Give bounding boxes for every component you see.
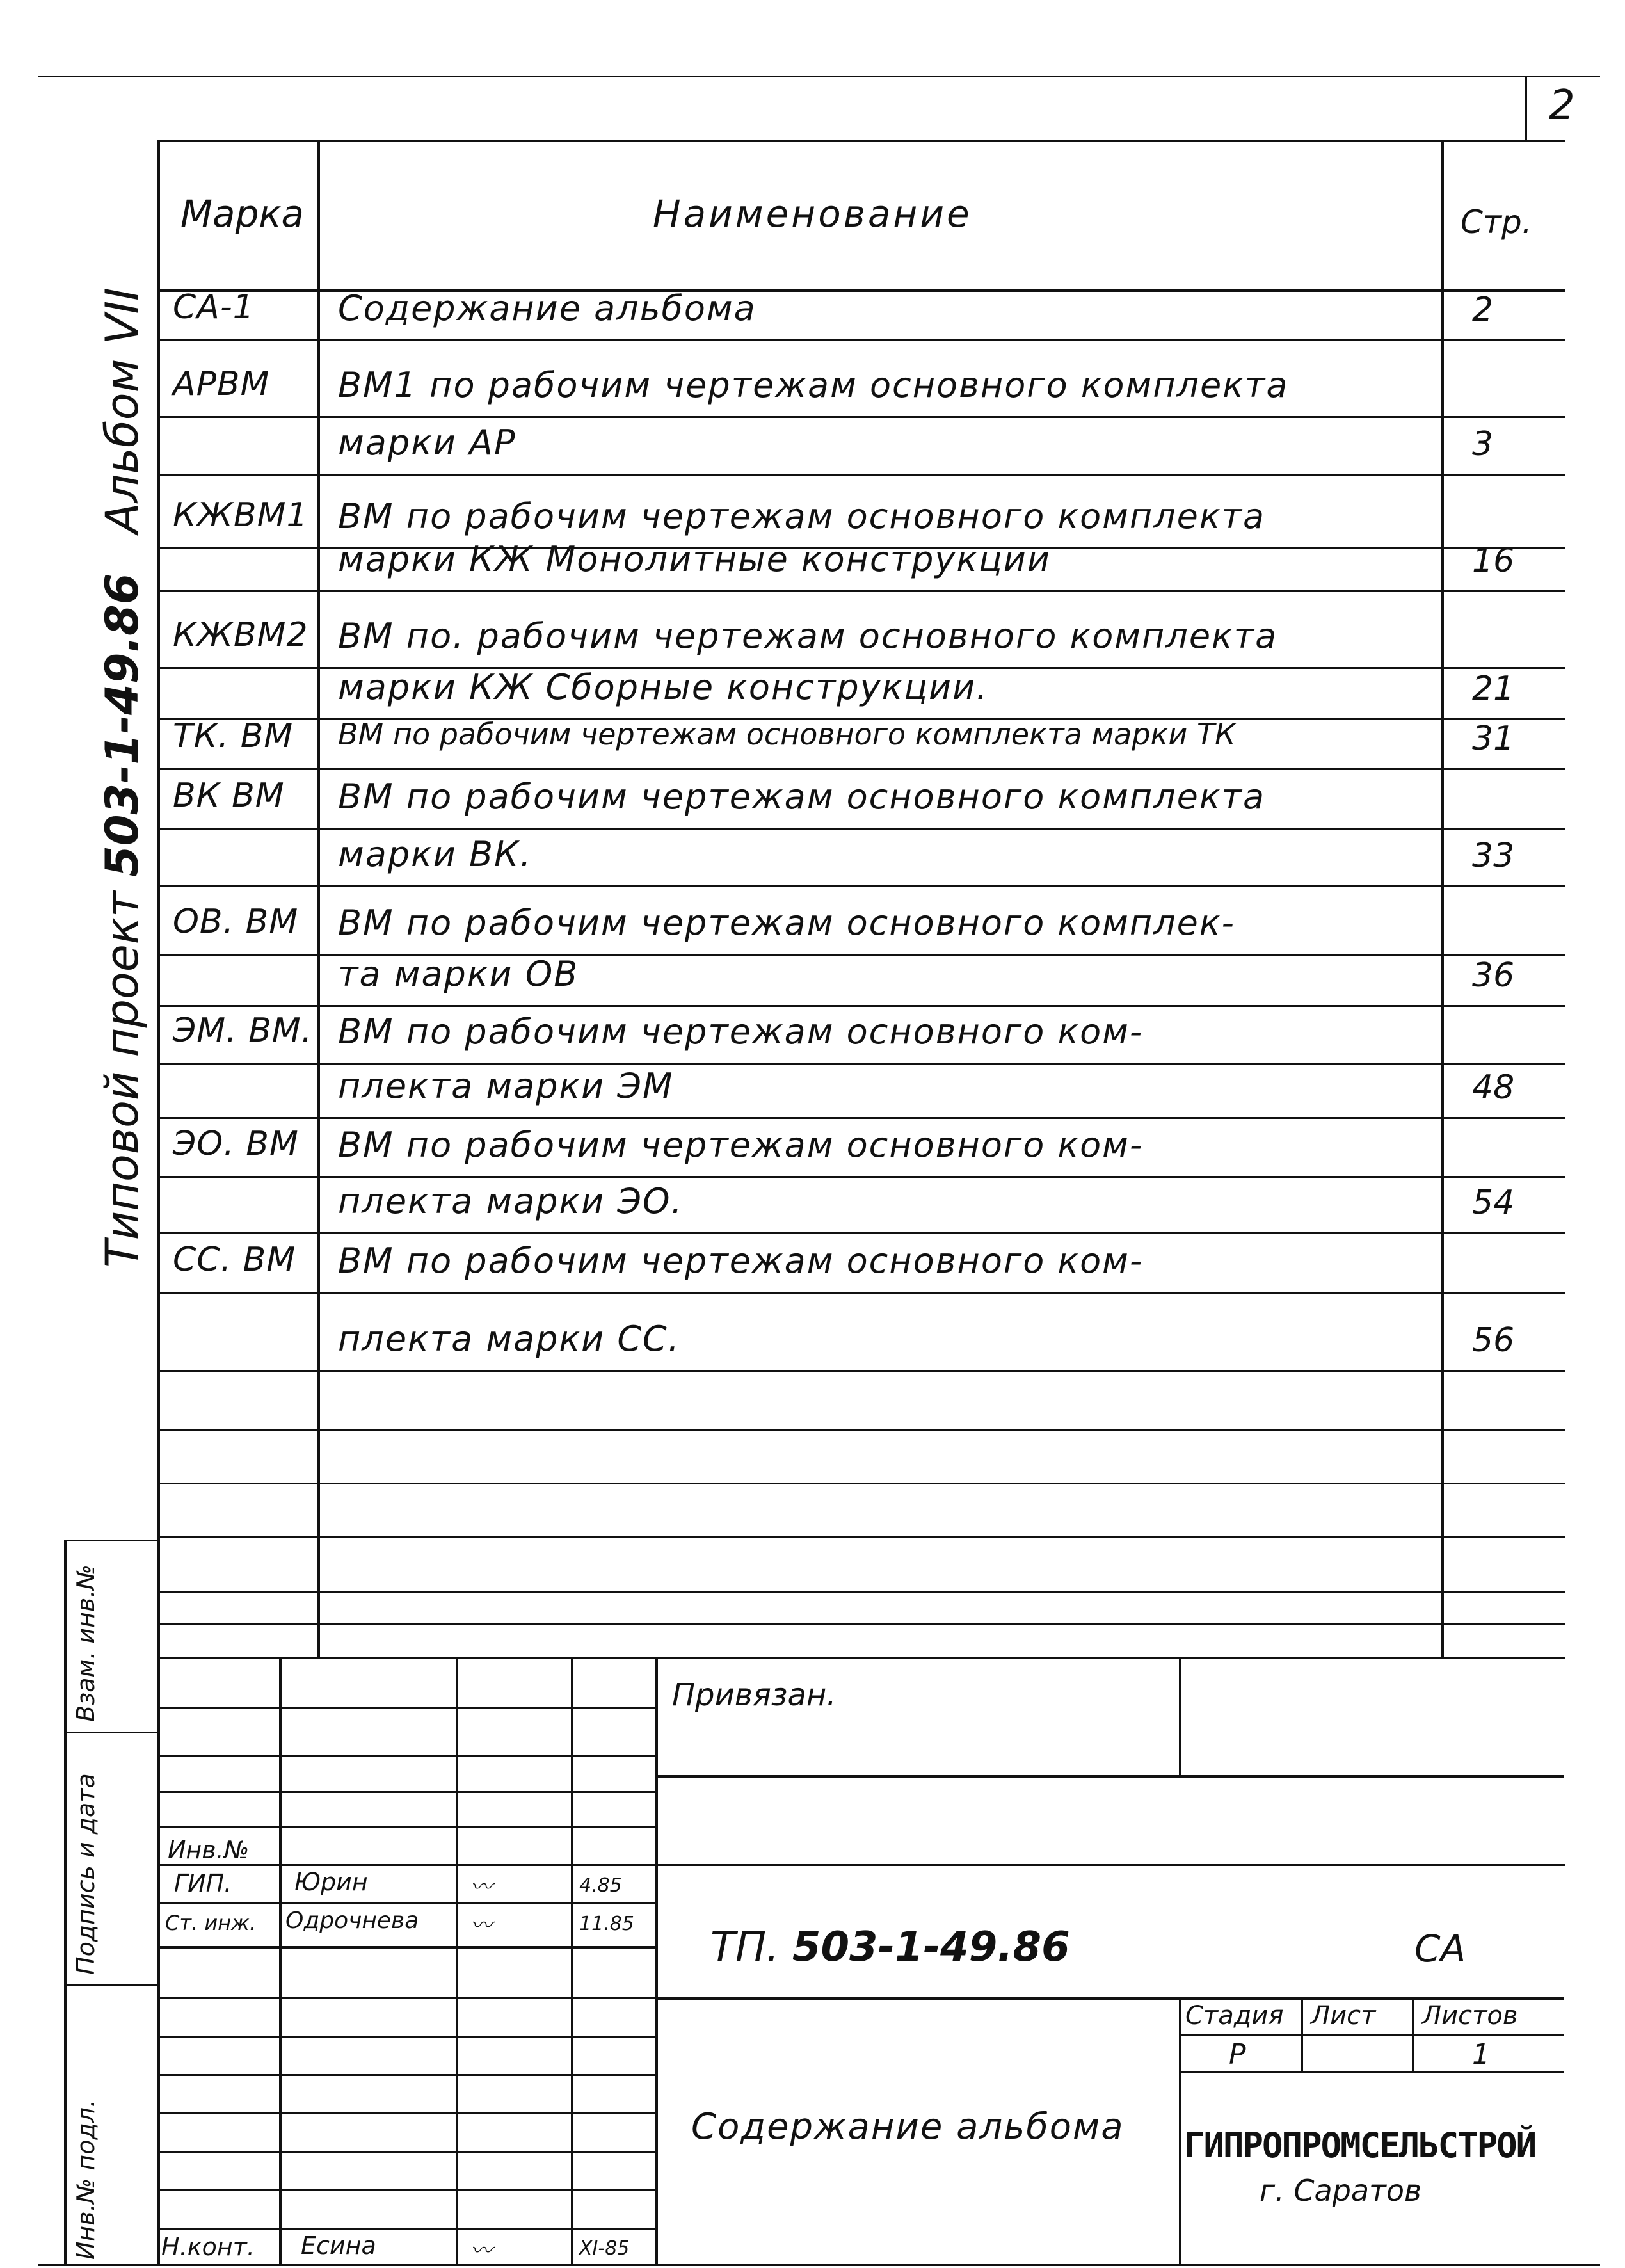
empty-row-divider [157,1536,1565,1538]
person-role: Ст. инж. [165,1911,257,1935]
row-page: 36 [1472,956,1515,995]
header-name: Наименование [653,192,972,236]
stage-label: Стадия [1185,2001,1284,2031]
row-page: 2 [1472,291,1494,329]
row-name: плекта марки ЭО. [338,1181,684,1221]
row-mark: ОВ. ВМ [173,903,299,941]
row-divider [157,416,1565,418]
sheet-label: Лист [1311,2001,1376,2031]
row-divider [157,1292,1565,1294]
row-name: марки КЖ Сборные конструкции. [338,667,989,707]
side-title-suffix: Альбом VII [96,287,148,534]
row-divider [157,828,1565,830]
row-divider [157,590,1565,592]
row-page: 16 [1472,542,1515,580]
row-name: ВМ по рабочим чертежам основного ком- [338,1125,1144,1165]
row-name: та марки ОВ [338,954,579,994]
podpis-data-label: Подпись и дата [72,1773,100,1975]
row-mark: ТК. ВМ [173,717,294,755]
header-mark: Марка [180,192,304,236]
empty-row-divider [157,1591,1565,1593]
person-role: Н.конт. [161,2233,255,2261]
row-divider [157,1117,1565,1119]
row-page: 56 [1472,1321,1515,1360]
row-name: ВМ1 по рабочим чертежам основного комплекта [338,365,1289,405]
row-page: 3 [1472,425,1494,463]
row-mark: ЭО. ВМ [173,1125,299,1163]
row-divider [157,1005,1565,1007]
row-name: плекта марки ЭМ [338,1066,674,1106]
empty-row-divider [157,1483,1565,1484]
row-name: плекта марки СС. [338,1319,680,1359]
row-divider [157,885,1565,887]
sheet-value: 1 [1472,2038,1490,2071]
row-name: ВМ по рабочим чертежам основного ком- [338,1241,1144,1281]
row-mark: ВК ВМ [173,776,285,815]
row-name: марки КЖ Монолитные конструкции [338,539,1051,579]
row-mark: КЖВМ2 [173,616,308,654]
row-name: марки АР [338,422,516,463]
row-divider [157,1176,1565,1178]
person-name: Есина [301,2232,376,2260]
row-divider [157,339,1565,341]
empty-row-divider [157,1623,1565,1625]
row-divider [157,474,1565,476]
row-divider [157,1370,1565,1372]
person-date: XI-85 [579,2237,630,2260]
row-divider [157,768,1565,770]
vzam-inv-label: Взам. инв.№ [72,1564,100,1722]
doc-mark: СА [1414,1927,1466,1970]
doc-code-number: 503-1-49.86 [792,1924,1070,1971]
row-page: 33 [1472,837,1515,875]
row-name: Содержание альбома [338,288,756,328]
side-title [96,287,148,1267]
row-name: ВМ по рабочим чертежам основного комплекта [338,776,1266,817]
signature: 〰 [470,1913,492,1938]
frame-top [157,140,1565,142]
row-mark: КЖВМ1 [173,496,308,535]
row-mark: АРВМ [173,365,270,403]
empty-row-divider [157,1429,1565,1431]
row-name: ВМ по рабочим чертежам основного комплек- [338,903,1235,943]
side-title-code: 503-1-49.86 [96,573,148,877]
row-mark: ЭМ. ВМ. [173,1011,313,1050]
sheet-title: Содержание альбома [691,2106,1125,2148]
person-role: ГИП. [174,1869,232,1897]
person-date: 11.85 [579,1913,634,1935]
person-name: Юрин [294,1868,368,1896]
row-page: 54 [1472,1184,1515,1222]
sheet-number: 2 [1549,82,1575,129]
row-page: 48 [1472,1068,1515,1107]
signature: 〰 [470,1874,492,1900]
privyazan-label: Привязан. [672,1677,837,1713]
row-name: ВМ по рабочим чертежам основного комплекта [338,496,1266,536]
signature: 〰 [470,2238,492,2264]
organization: ГИПРОПРОМСЕЛЬСТРОЙ [1184,2125,1536,2166]
row-name: марки ВК. [338,834,532,874]
row-name: ВМ по. рабочим чертежам основного комплекта [338,616,1278,656]
row-divider [157,1232,1565,1234]
inv-no-label: Инв.№ [168,1836,250,1864]
header-page: Стр. [1461,204,1532,241]
row-page: 31 [1472,720,1515,758]
sheets-label: Листов [1422,2001,1518,2031]
person-date: 4.85 [579,1874,622,1897]
doc-code [710,1924,1070,1971]
row-name: ВМ по рабочим чертежам основного комплекта марки ТК [338,717,1236,752]
row-page: 21 [1472,670,1515,708]
city: г. Саратов [1260,2173,1422,2208]
doc-code-prefix: ТП. [710,1924,780,1971]
person-name: Одрочнева [285,1908,419,1934]
row-divider [157,1063,1565,1065]
stage-value: Р [1229,2038,1246,2071]
inv-podl-label: Инв.№ подл. [72,2099,100,2260]
row-mark: СС. ВМ [173,1241,296,1279]
row-mark: СА-1 [173,288,255,326]
row-name: ВМ по рабочим чертежам основного ком- [338,1011,1144,1052]
side-title-prefix: Типовой проект [96,891,148,1267]
